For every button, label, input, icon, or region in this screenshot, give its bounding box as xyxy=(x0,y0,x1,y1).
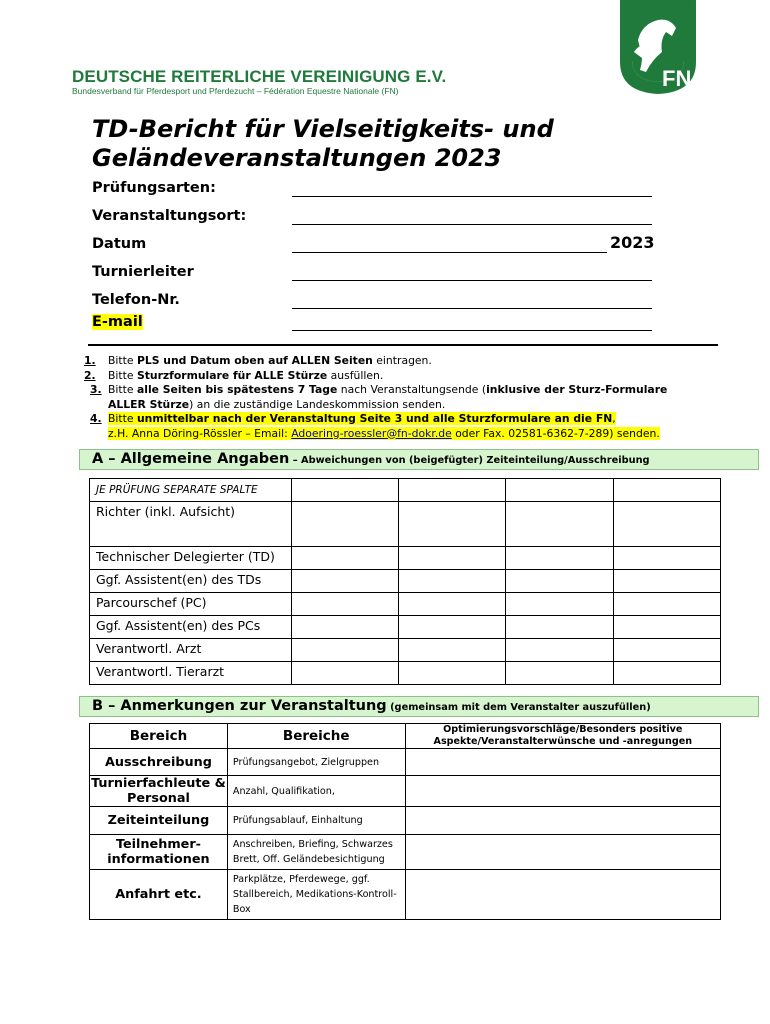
table-cell[interactable] xyxy=(399,479,506,502)
row-label: Parcourschef (PC) xyxy=(90,593,292,616)
section-note: (gemeinsam mit dem Veranstalter auszufüllen) xyxy=(386,702,651,713)
table-cell[interactable] xyxy=(506,662,613,685)
row-label: Verantwortl. Tierarzt xyxy=(90,662,292,685)
row-label: Ggf. Assistent(en) des PCs xyxy=(90,616,292,639)
table-cell[interactable] xyxy=(291,616,398,639)
table-row xyxy=(90,593,721,616)
row-label: Zeiteinteilung xyxy=(90,807,228,835)
table-row xyxy=(90,639,721,662)
field-label: Prüfungsarten: xyxy=(92,180,216,196)
row-detail: Anschreiben, Briefing, Schwarzes Brett, Off. Geländebesichtigung xyxy=(227,835,405,870)
text-bold: inklusive der Sturz-Formulare xyxy=(486,383,668,396)
instruction-item xyxy=(84,383,724,412)
table-general-info xyxy=(89,478,721,685)
table-row xyxy=(90,749,721,776)
section-b-header xyxy=(79,696,759,717)
row-label xyxy=(90,479,292,502)
section-title-text: A – Allgemeine Angaben xyxy=(92,451,290,467)
field-label: Telefon-Nr. xyxy=(92,292,180,308)
text-bold: Sturzformulare für ALLE Stürze xyxy=(136,368,328,382)
table-cell[interactable] xyxy=(291,547,398,570)
table-row xyxy=(90,479,721,502)
row-label: Anfahrt etc. xyxy=(90,870,228,920)
row-label: Technischer Delegierter (TD) xyxy=(90,547,292,570)
item-number: 3. xyxy=(90,383,102,396)
text: z.H. Anna Döring-Rössler – Email: xyxy=(108,426,292,440)
column-header: Bereiche xyxy=(227,724,405,749)
table-cell[interactable] xyxy=(613,570,720,593)
table-cell[interactable] xyxy=(613,639,720,662)
table-cell[interactable] xyxy=(613,616,720,639)
section-a-header xyxy=(79,449,759,470)
table-cell[interactable] xyxy=(399,616,506,639)
text: oder Fax. 02581-6362-7-289) senden. xyxy=(451,426,660,440)
table-cell[interactable] xyxy=(405,835,720,870)
field-input-line[interactable] xyxy=(292,292,652,309)
column-header: Bereich xyxy=(90,724,228,749)
table-cell[interactable] xyxy=(291,593,398,616)
text-bold: ALLER Stürze xyxy=(108,397,190,411)
field-label: Veranstaltungsort: xyxy=(92,208,247,224)
field-input-line[interactable] xyxy=(292,314,652,331)
table-cell[interactable] xyxy=(399,593,506,616)
column-header: Optimierungsvorschläge/Besonders positive Aspekte/Veranstalterwünsche und -anregungen xyxy=(405,724,720,749)
divider xyxy=(88,344,718,346)
table-cell[interactable] xyxy=(399,639,506,662)
field-input-line[interactable] xyxy=(292,236,607,253)
table-cell[interactable] xyxy=(506,616,613,639)
table-row xyxy=(90,662,721,685)
table-cell[interactable] xyxy=(405,776,720,807)
field-label: Datum xyxy=(92,236,147,252)
title-line-2: Geländeveranstaltungen 2023 xyxy=(92,144,502,172)
table-cell[interactable] xyxy=(506,502,613,547)
email-link[interactable]: Adoering-roessler@fn-dokr.de xyxy=(291,426,452,440)
text: Bitte xyxy=(108,412,137,425)
table-cell[interactable] xyxy=(399,502,506,547)
table-cell[interactable] xyxy=(405,749,720,776)
item-number: 1. xyxy=(84,354,96,367)
table-row xyxy=(90,616,721,639)
table-cell[interactable] xyxy=(291,479,398,502)
section-note: – Abweichungen von (beigefügter) Zeiteinteilung/Ausschreibung xyxy=(289,455,650,466)
item-number: 4. xyxy=(90,412,102,425)
table-row xyxy=(90,570,721,593)
field-veranstaltungsort xyxy=(92,208,712,230)
field-turnierleiter xyxy=(92,264,712,286)
table-cell[interactable] xyxy=(291,570,398,593)
text: nach Veranstaltungsende ( xyxy=(337,383,487,396)
title-line-1: TD-Bericht für Vielseitigkeits- und xyxy=(92,115,554,143)
text: ausfüllen. xyxy=(327,368,384,382)
text-bold: unmittelbar nach der Veranstaltung Seite 3 und alle Sturzformulare an die FN xyxy=(136,412,613,425)
fn-logo xyxy=(614,0,702,94)
table-cell[interactable] xyxy=(613,662,720,685)
text-bold: PLS und Datum oben auf ALLEN Seiten xyxy=(136,354,373,367)
row-label: Richter (inkl. Aufsicht) xyxy=(90,502,292,547)
table-cell[interactable] xyxy=(506,593,613,616)
text: , xyxy=(612,412,616,425)
table-cell[interactable] xyxy=(613,593,720,616)
org-subtitle: Bundesverband für Pferdesport und Pferdezucht – Fédération Equestre Nationale (FN) xyxy=(72,86,399,96)
section-b-title xyxy=(92,698,651,714)
table-header-row xyxy=(90,724,721,749)
field-pruefungsarten xyxy=(92,180,712,202)
table-row xyxy=(90,807,721,835)
table-cell[interactable] xyxy=(399,547,506,570)
table-cell[interactable] xyxy=(506,547,613,570)
row-detail: Prüfungsangebot, Zielgruppen xyxy=(227,749,405,776)
org-name: DEUTSCHE REITERLICHE VEREINIGUNG E.V. xyxy=(72,67,447,86)
row-label: Ggf. Assistent(en) des TDs xyxy=(90,570,292,593)
registered-mark: ® xyxy=(686,1,693,11)
row-detail: Anzahl, Qualifikation, xyxy=(227,776,405,807)
page-title xyxy=(92,115,692,173)
table-cell[interactable] xyxy=(291,639,398,662)
table-cell[interactable] xyxy=(506,479,613,502)
table-row xyxy=(90,547,721,570)
table-cell[interactable] xyxy=(405,870,720,920)
table-cell[interactable] xyxy=(291,502,398,547)
field-label: E-mail xyxy=(92,314,143,330)
table-remarks xyxy=(89,723,721,920)
field-input-line[interactable] xyxy=(292,180,652,197)
table-cell[interactable] xyxy=(613,502,720,547)
table-row xyxy=(90,502,721,547)
year-suffix: 2023 xyxy=(610,233,655,252)
instruction-item xyxy=(84,412,724,441)
row-label: Teilnehmer-informationen xyxy=(90,835,228,870)
text: Bitte xyxy=(108,368,137,382)
instruction-item xyxy=(84,354,724,369)
table-cell[interactable] xyxy=(613,479,720,502)
field-email xyxy=(92,314,712,336)
item-number: 2. xyxy=(84,368,96,382)
text: Bitte xyxy=(108,354,137,367)
field-telefon xyxy=(92,292,712,314)
table-cell[interactable] xyxy=(506,639,613,662)
field-input-line[interactable] xyxy=(292,208,652,225)
row-label: Verantwortl. Arzt xyxy=(90,639,292,662)
row-label: Ausschreibung xyxy=(90,749,228,776)
text-bold: alle Seiten bis spätestens 7 Tage xyxy=(136,383,338,396)
instruction-item xyxy=(84,369,724,384)
row-label-text: JE PRÜFUNG SEPARATE SPALTE xyxy=(96,484,258,496)
row-detail: Prüfungsablauf, Einhaltung xyxy=(227,807,405,835)
row-detail: Parkplätze, Pferdewege, ggf. Stallbereich, Medikations-Kontroll-Box xyxy=(227,870,405,920)
table-row xyxy=(90,835,721,870)
table-row xyxy=(90,776,721,807)
table-row xyxy=(90,870,721,920)
section-title-text: B – Anmerkungen zur Veranstaltung xyxy=(92,698,387,714)
table-cell[interactable] xyxy=(613,547,720,570)
table-cell[interactable] xyxy=(506,570,613,593)
field-label: Turnierleiter xyxy=(92,264,194,280)
table-cell[interactable] xyxy=(405,807,720,835)
section-a-title xyxy=(92,451,650,467)
text: Bitte xyxy=(108,383,137,396)
logo-text: FN xyxy=(662,66,692,91)
text: eintragen. xyxy=(372,354,432,367)
instructions-list xyxy=(84,354,724,441)
table-cell[interactable] xyxy=(291,662,398,685)
table-cell[interactable] xyxy=(399,662,506,685)
text: ) an die zuständige Landeskommission senden. xyxy=(189,397,446,411)
table-cell[interactable] xyxy=(399,570,506,593)
row-label: Turnierfachleute & Personal xyxy=(91,776,226,806)
field-input-line[interactable] xyxy=(292,264,652,281)
field-datum xyxy=(92,233,712,258)
